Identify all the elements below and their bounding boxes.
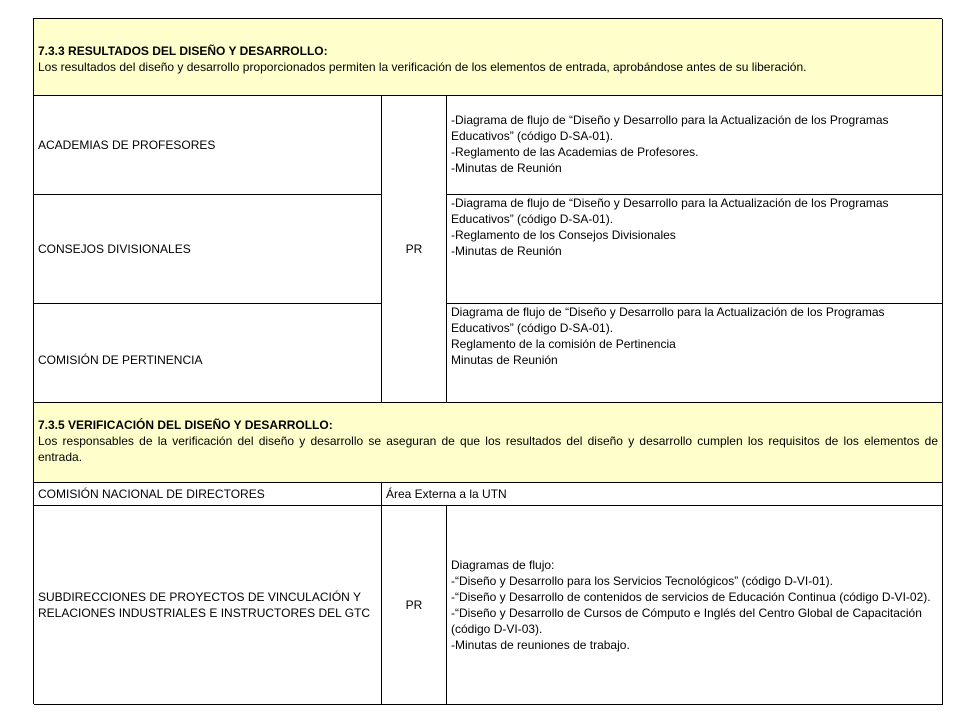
doc-line: Reglamento de la comisión de Pertinencia (451, 337, 676, 351)
doc-line: -“Diseño y Desarrollo de Cursos de Cómputo e Inglés del Centro Global de Capacitación (código D-VI-03). (451, 606, 922, 636)
section-733-title: 7.3.3 RESULTADOS DEL DISEÑO Y DESARROLLO: (38, 44, 328, 58)
row-name-label: ACADEMIAS DE PROFESORES (38, 138, 216, 152)
doc-line: -Diagrama de flujo de “Diseño y Desarrollo para la Actualización de los Programas Educativos” (código D-SA-01). (451, 113, 889, 143)
section-735-text: Los responsables de la verificación del diseño y desarrollo se aseguran de que los resultados del diseño y desarrollo cumplen los requisitos de los elementos de entrada. (38, 434, 938, 464)
section-733-text: Los resultados del diseño y desarrollo proporcionados permiten la verificación de los elementos de entrada, aprobándose antes de su liberación. (38, 60, 807, 74)
row-name-label: COMISIÓN DE PERTINENCIA (38, 353, 203, 367)
row-docs-academias (447, 96, 943, 195)
pr-cell-subdirecciones (382, 506, 447, 705)
row-name-label: CONSEJOS DIVISIONALES (38, 242, 191, 256)
doc-line: -Minutas de Reunión (451, 161, 562, 175)
row-name-subdirecciones (34, 506, 382, 705)
doc-line: Diagramas de flujo: (451, 558, 555, 572)
document-table (33, 18, 942, 704)
row-docs-subdirecciones (447, 506, 943, 705)
row-name-label: SUBDIRECCIONES DE PROYECTOS DE VINCULACIÓN Y RELACIONES INDUSTRIALES E INSTRUCTORES DEL GTC (38, 590, 371, 620)
doc-line: Diagrama de flujo de “Diseño y Desarrollo para la Actualización de los Programas Educativos” (código D-SA-01). (451, 305, 885, 335)
doc-line: -Minutas de Reunión (451, 244, 562, 258)
row-name-label: COMISIÓN NACIONAL DE DIRECTORES (38, 487, 265, 501)
row-name-academias (34, 96, 382, 195)
doc-line: -“Diseño y Desarrollo de contenidos de servicios de Educación Continua (código D-VI-02). (451, 590, 931, 604)
section-735-header (34, 403, 943, 483)
doc-line: -Minutas de reuniones de trabajo. (451, 638, 630, 652)
pr-label: PR (405, 598, 423, 612)
section-733-header (34, 19, 943, 96)
doc-line: Minutas de Reunión (451, 353, 558, 367)
row-docs-comision (447, 304, 943, 403)
row-name-comision (34, 304, 382, 403)
doc-line: -Diagrama de flujo de “Diseño y Desarrollo para la Actualización de los Programas Educativos” (código D-SA-01). (451, 196, 889, 226)
pr-label: PR (405, 242, 423, 256)
docs-list (451, 557, 938, 653)
doc-line: -Reglamento de los Consejos Divisionales (451, 228, 676, 242)
row-name-cnd (34, 483, 382, 506)
row-value-label: Área Externa a la UTN (386, 487, 507, 501)
pr-merged-cell (382, 96, 447, 403)
doc-line: -Reglamento de las Academias de Profesores. (451, 145, 699, 159)
row-docs-consejos (447, 195, 943, 304)
doc-line: -“Diseño y Desarrollo para los Servicios Tecnológicos” (código D-VI-01). (451, 574, 833, 588)
row-name-consejos (34, 195, 382, 304)
section-735-title: 7.3.5 VERIFICACIÓN DEL DISEÑO Y DESARROLLO: (38, 418, 333, 432)
row-value-cnd (382, 483, 943, 506)
